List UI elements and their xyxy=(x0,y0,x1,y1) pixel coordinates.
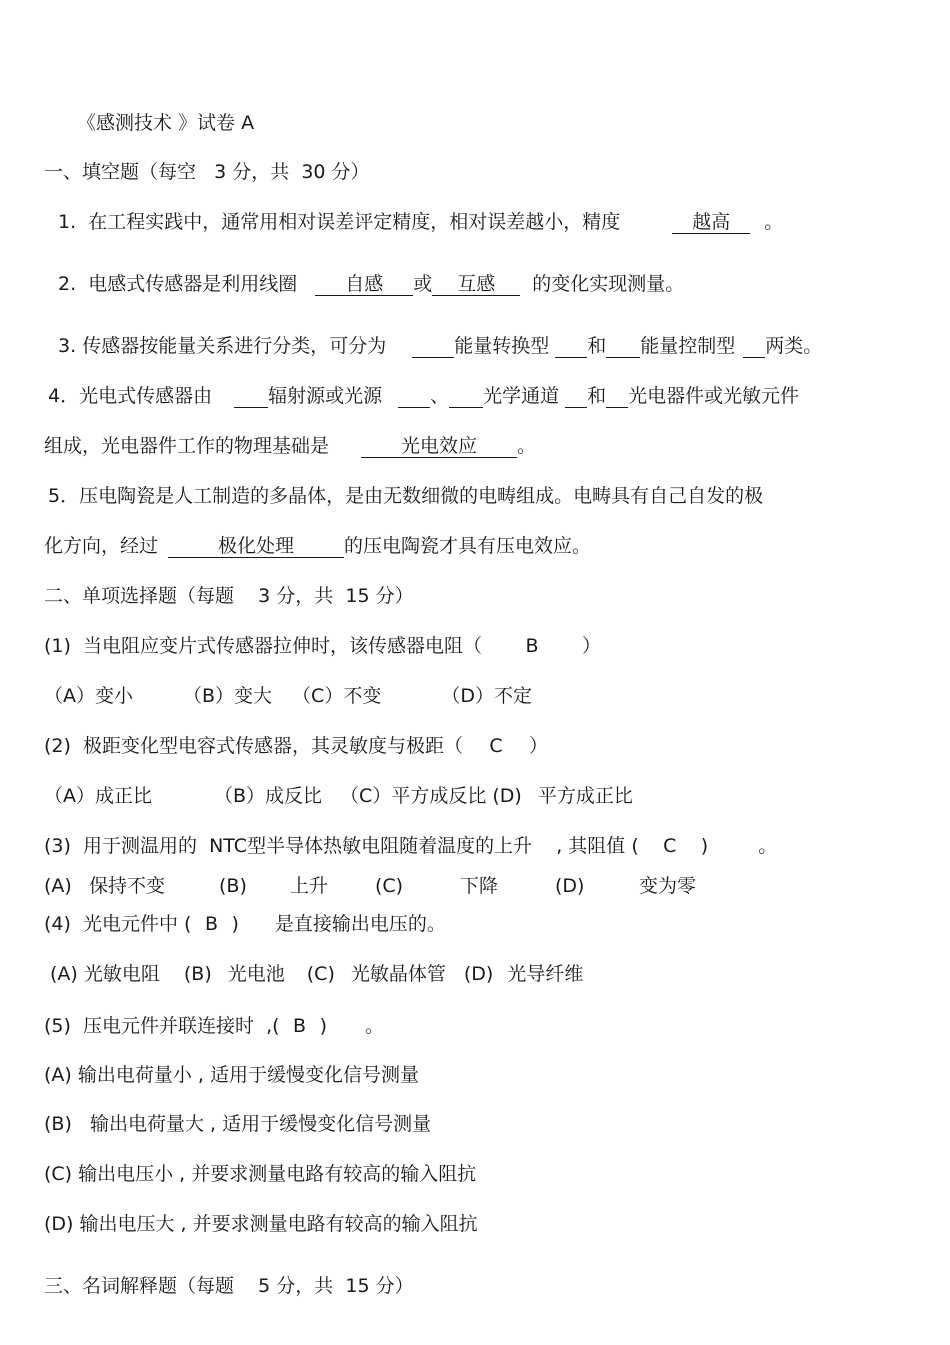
fill-question-5 xyxy=(48,484,763,508)
choice-question-1 xyxy=(44,634,601,658)
section-2-heading: 二、单项选择题（每题 3 分，共 15 分） xyxy=(44,585,414,607)
connector-text: 和 xyxy=(587,385,607,407)
choice-options-4 xyxy=(50,962,583,986)
option-a: （A）变小 xyxy=(44,685,133,707)
question-end: 。 xyxy=(364,1015,384,1037)
answer-close: ) xyxy=(700,835,709,857)
answer-letter: B xyxy=(525,635,539,657)
question-end: 两类。 xyxy=(765,335,823,357)
separator-text: 、 xyxy=(430,385,450,407)
answer-close: ） xyxy=(582,635,602,657)
question-end: 。 xyxy=(758,835,778,857)
answer-letter: C xyxy=(489,735,503,757)
answer-blank-2: 光学通道 xyxy=(483,385,560,407)
question-text: 压电元件并联连接时 ,( xyxy=(83,1015,280,1037)
fill-question-4 xyxy=(48,384,799,408)
option-d-text: 平方成正比 xyxy=(537,785,633,807)
option-c-text: 光敏晶体管 xyxy=(350,963,446,985)
answer-close: ) xyxy=(319,1015,327,1037)
question-end: 。 xyxy=(517,435,537,457)
question-number: 5． xyxy=(48,485,80,507)
option-b: （B）变大 xyxy=(183,685,273,707)
fill-question-5-line-2 xyxy=(44,534,591,558)
connector-text: 和 xyxy=(587,335,607,357)
question-number: (2) xyxy=(44,735,71,757)
option-b-text: 上升 xyxy=(290,875,329,897)
choice-option-5d: (D) 输出电压大 , 并要求测量电路有较高的输入阻抗 xyxy=(44,1213,478,1235)
option-a-text: 保持不变 xyxy=(89,875,166,897)
question-number: (4) xyxy=(44,913,71,935)
choice-options-2 xyxy=(44,784,633,808)
option-a: (A) 光敏电阻 xyxy=(50,963,160,985)
option-d-text: 光导纤维 xyxy=(507,963,584,985)
question-number: 1. xyxy=(58,211,77,233)
question-number: 2. xyxy=(58,273,77,295)
fill-question-2 xyxy=(58,272,684,296)
question-text: 当电阻应变片式传感器拉伸时，该传感器电阻（ xyxy=(83,635,483,657)
question-number: (5) xyxy=(44,1015,71,1037)
choice-options-1 xyxy=(44,684,532,708)
question-text: 极距变化型电容式传感器，其灵敏度与极距（ xyxy=(83,735,464,757)
answer-blank-2: 互感 xyxy=(432,273,520,296)
section-3-heading: 三、名词解释题（每题 5 分，共 15 分） xyxy=(44,1275,414,1297)
question-end: 的变化实现测量。 xyxy=(532,273,685,295)
exam-title: 《感测技术 》试卷 A xyxy=(77,112,255,134)
option-d-label: (D) xyxy=(463,963,494,985)
option-d-label: (D) xyxy=(492,785,522,807)
answer-letter: B xyxy=(293,1015,307,1037)
choice-question-3 xyxy=(44,834,777,858)
question-text: 光电元件中 ( xyxy=(83,913,192,935)
option-c-label: (C) xyxy=(375,875,404,897)
question-number: (3) xyxy=(44,835,71,857)
question-number: 3. xyxy=(58,335,77,357)
answer-blank-1: 自感 xyxy=(315,273,413,296)
answer-close: ） xyxy=(529,735,549,757)
fill-question-1 xyxy=(58,210,783,234)
choice-question-5 xyxy=(44,1014,384,1038)
answer-close: ) xyxy=(231,913,239,935)
choice-option-5a: (A) 输出电荷量小 , 适用于缓慢变化信号测量 xyxy=(44,1064,419,1086)
option-c: （C）平方成反比 xyxy=(340,785,487,807)
question-text: 传感器按能量关系进行分类，可分为 xyxy=(82,335,387,357)
choice-question-2 xyxy=(44,734,548,758)
option-c: （C）不变 xyxy=(292,685,382,707)
option-b-text: 光电池 xyxy=(227,963,285,985)
option-a-label: (A) xyxy=(44,875,72,897)
question-end: 是直接输出电压的。 xyxy=(274,913,446,935)
option-d: （D）不定 xyxy=(441,685,532,707)
fill-question-3 xyxy=(58,334,822,358)
choice-question-4 xyxy=(44,912,446,936)
answer-blank-4: 光电效应 xyxy=(361,435,517,458)
question-end: 。 xyxy=(764,211,784,233)
option-c-text: 下降 xyxy=(460,875,499,897)
choice-option-5c: (C) 输出电压小 , 并要求测量电路有较高的输入阻抗 xyxy=(44,1163,477,1185)
answer-blank-1: 辐射源或光源 xyxy=(268,385,383,407)
option-b: （B）成反比 xyxy=(214,785,323,807)
section-1-heading: 一、填空题（每空 3 分，共 30 分） xyxy=(44,161,370,183)
answer-blank: 越高 xyxy=(672,211,750,234)
question-number: 4． xyxy=(48,385,80,407)
answer-blank-3: 光电器件或光敏元件 xyxy=(628,385,800,407)
question-end: 的压电陶瓷才具有压电效应。 xyxy=(344,535,592,557)
connector-text: 或 xyxy=(413,273,433,295)
option-b-label: (B) xyxy=(219,875,247,897)
question-text: 光电式传感器由 xyxy=(79,385,213,407)
choice-option-5b: (B) 输出电荷量大 , 适用于缓慢变化信号测量 xyxy=(44,1113,432,1135)
option-b-label: (B) xyxy=(183,963,212,985)
question-number: (1) xyxy=(44,635,71,657)
option-c-label: (C) xyxy=(306,963,335,985)
answer-letter: B xyxy=(204,913,218,935)
answer-blank-2: 能量控制型 xyxy=(640,335,736,357)
question-text: 在工程实践中，通常用相对误差评定精度，相对误差越小，精度 xyxy=(88,211,621,233)
answer-letter: C xyxy=(663,835,677,857)
answer-blank-1: 能量转换型 xyxy=(454,335,550,357)
option-d-text: 变为零 xyxy=(639,875,697,897)
question-text: 用于测温用的 NTC型半导体热敏电阻随着温度的上升 , 其阻值 ( xyxy=(83,835,639,857)
question-text: 化方向，经过 xyxy=(44,535,159,557)
question-text: 组成，光电器件工作的物理基础是 xyxy=(44,435,330,457)
option-a: （A）成正比 xyxy=(44,785,152,807)
question-text: 压电陶瓷是人工制造的多晶体，是由无数细微的电畴组成。电畴具有自己自发的极 xyxy=(79,485,764,507)
question-text: 电感式传感器是利用线圈 xyxy=(88,273,298,295)
fill-question-4-line-2 xyxy=(44,434,536,458)
option-d-label: (D) xyxy=(555,875,585,897)
answer-blank: 极化处理 xyxy=(168,535,344,558)
